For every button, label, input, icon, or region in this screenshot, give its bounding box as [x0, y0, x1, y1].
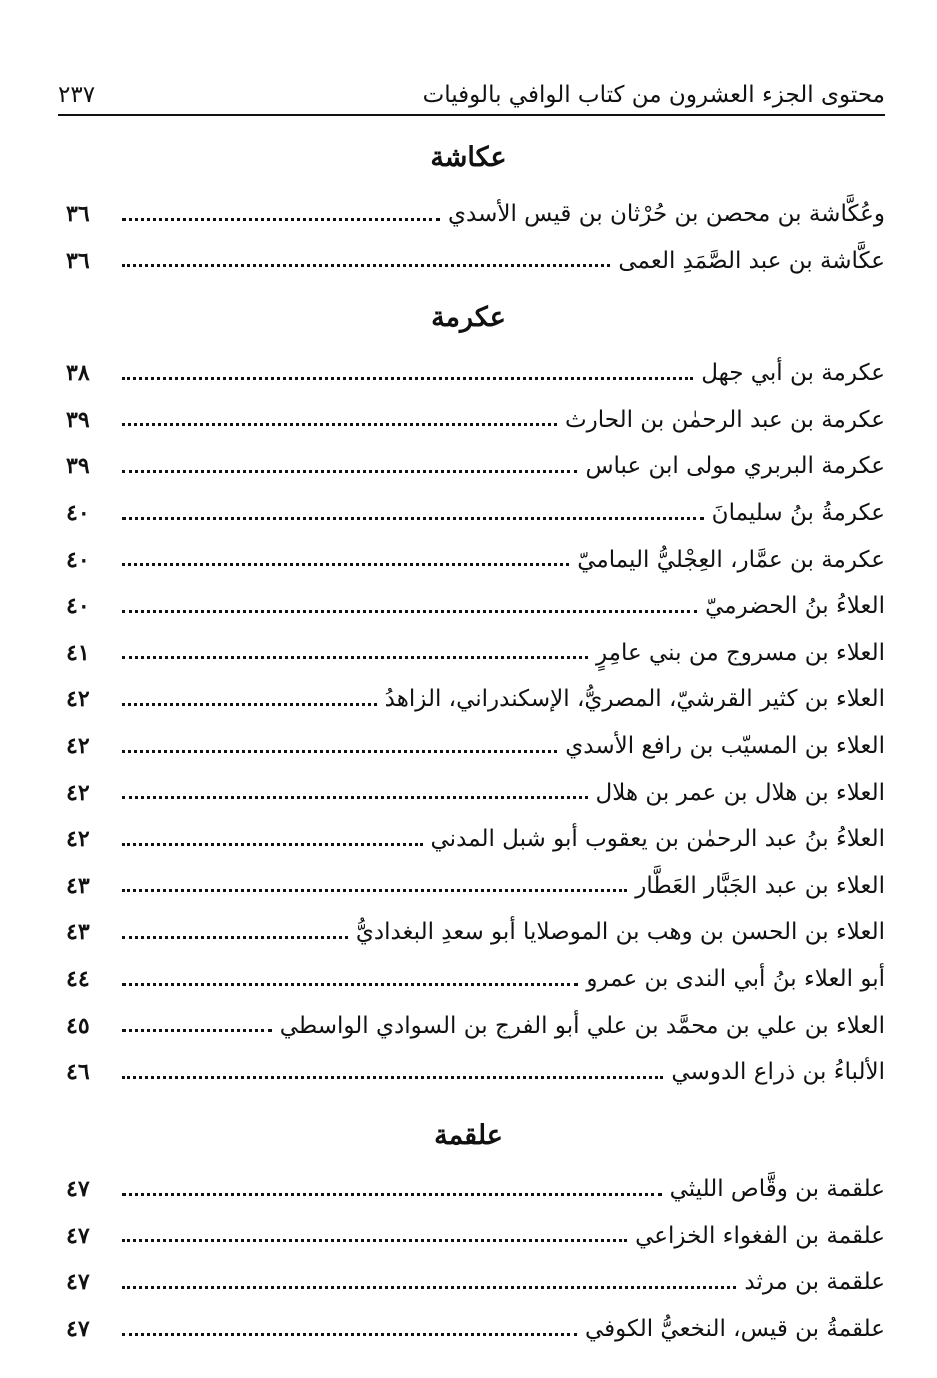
toc-entry-text: علقمة بن الفغواء الخزاعي [635, 1222, 885, 1249]
toc-list-ikrima [66, 350, 885, 1096]
toc-entry [66, 1049, 885, 1096]
dot-leader [122, 264, 610, 267]
toc-entry [66, 863, 885, 910]
toc-entry-text: عكرمة بن عبد الرحمٰن بن الحارث [564, 406, 885, 433]
dot-leader [122, 1193, 662, 1196]
toc-entry [66, 769, 885, 816]
dot-leader [122, 423, 557, 426]
toc-entry-page: ٤٠ [66, 593, 90, 620]
dot-leader [122, 843, 423, 846]
toc-entry-page: ٤٦ [66, 1059, 90, 1086]
toc-entry-text: علقمة بن وقَّاص الليثي [669, 1176, 885, 1203]
toc-entry-page: ٣٩ [66, 453, 90, 480]
toc-entry-page: ٤٧ [66, 1269, 90, 1296]
toc-entry-text: العلاء بن عبد الجَبَّار العَطَّار [635, 872, 885, 899]
toc-entry [66, 583, 885, 630]
toc-entry-page: ٣٦ [66, 247, 90, 274]
toc-entry [66, 676, 885, 723]
toc-entry-page: ٤٤ [66, 966, 90, 993]
toc-entry [66, 956, 885, 1003]
toc-entry-page: ٤٧ [66, 1316, 90, 1343]
dot-leader [122, 517, 704, 520]
toc-entry-page: ٤٢ [66, 826, 90, 853]
toc-entry [66, 723, 885, 770]
dot-leader [122, 889, 627, 892]
toc-entry [66, 490, 885, 537]
dot-leader [122, 1239, 627, 1242]
toc-entry-page: ٤٠ [66, 546, 90, 573]
toc-entry-page: ٣٩ [66, 406, 90, 433]
running-head-title: محتوى الجزء العشرون من كتاب الوافي بالوفيات [422, 82, 885, 108]
toc-entry-text: العلاء بن مسروج من بني عامِرٍ [595, 639, 885, 666]
dot-leader [122, 470, 577, 473]
section-title-ukkasha: عكاشة [430, 142, 507, 173]
toc-entry-page: ٣٦ [66, 201, 90, 228]
toc-entry [66, 238, 885, 285]
dot-leader [122, 563, 569, 566]
toc-entry-text: علقمة بن مرثد [744, 1269, 885, 1296]
toc-entry-text: العلاء بن كثير القرشيّ، المصريُّ، الإسكندراني، الزاهدُ [384, 686, 885, 713]
toc-entry-page: ٤٧ [66, 1176, 90, 1203]
toc-entry [66, 191, 885, 238]
toc-entry-page: ٤٠ [66, 500, 90, 527]
toc-entry [66, 397, 885, 444]
toc-entry-text: عكرمة بن عمَّار، العِجْليُّ اليماميّ [577, 546, 885, 573]
toc-entry-page: ٤٥ [66, 1012, 90, 1039]
toc-entry-text: عكَّاشة بن عبد الصَّمَدِ العمى [618, 247, 885, 274]
header-rule [58, 114, 885, 116]
running-head [58, 68, 885, 108]
dot-leader [122, 796, 588, 799]
toc-entry-text: علقمةُ بن قيس، النخعيُّ الكوفي [584, 1316, 885, 1343]
toc-entry-text: العلاء بن علي بن محمَّد بن علي أبو الفرج بن السوادي الواسطي [279, 1012, 885, 1039]
dot-leader [122, 1029, 272, 1032]
toc-entry [66, 630, 885, 677]
dot-leader [122, 218, 440, 221]
toc-entry-text: العلاء بن هلال بن عمر بن هلال [595, 779, 885, 806]
dot-leader [122, 936, 348, 939]
toc-entry-text: عكرمة بن أبي جهل [701, 360, 885, 387]
toc-entry [66, 1306, 885, 1353]
dot-leader [122, 1286, 736, 1289]
toc-entry-text: عكرمة البربري مولى ابن عباس [585, 453, 885, 480]
toc-entry-page: ٤١ [66, 639, 90, 666]
toc-entry-page: ٤٢ [66, 733, 90, 760]
section-title-ikrima: عكرمة [431, 302, 506, 333]
toc-entry [66, 1166, 885, 1213]
toc-entry [66, 536, 885, 583]
dot-leader [122, 610, 697, 613]
toc-list-alqama [66, 1166, 885, 1352]
toc-entry [66, 816, 885, 863]
section-title-alqama: علقمة [434, 1120, 503, 1151]
toc-entry-text: أبو العلاء بنُ أبي الندى بن عمرو [586, 966, 885, 993]
toc-entry [66, 1002, 885, 1049]
dot-leader [122, 1076, 663, 1079]
toc-entry [66, 909, 885, 956]
dot-leader [122, 983, 578, 986]
toc-entry [66, 1213, 885, 1260]
toc-entry [66, 1259, 885, 1306]
toc-entry-page: ٤٢ [66, 686, 90, 713]
toc-entry-page: ٤٢ [66, 779, 90, 806]
toc-entry [66, 443, 885, 490]
toc-list-ukkasha [66, 191, 885, 284]
running-head-page-number: ٢٣٧ [58, 82, 96, 108]
toc-entry-text: العلاء بن الحسن بن وهب بن الموصلايا أبو سعدِ البغداديُّ [355, 919, 885, 946]
toc-entry-page: ٤٧ [66, 1222, 90, 1249]
dot-leader [122, 750, 557, 753]
toc-entry-text: وعُكَّاشة بن محصن بن حُرْثان بن قيس الأسدي [448, 201, 885, 228]
toc-entry-page: ٣٨ [66, 360, 90, 387]
dot-leader [122, 1333, 577, 1336]
dot-leader [122, 703, 377, 706]
toc-entry-page: ٤٣ [66, 872, 90, 899]
toc-entry-text: العلاءُ بنُ عبد الرحمٰن بن يعقوب أبو شبل المدني [430, 826, 885, 853]
toc-entry-text: العلاءُ بنُ الحضرميّ [705, 593, 885, 620]
toc-entry-text: الألباءُ بن ذراع الدوسي [671, 1059, 885, 1086]
toc-entry-text: عكرمةُ بنُ سليمانَ [711, 500, 885, 527]
dot-leader [122, 377, 693, 380]
toc-entry-text: العلاء بن المسيّب بن رافع الأسدي [565, 733, 885, 760]
toc-entry [66, 350, 885, 397]
toc-entry-page: ٤٣ [66, 919, 90, 946]
dot-leader [122, 656, 588, 659]
